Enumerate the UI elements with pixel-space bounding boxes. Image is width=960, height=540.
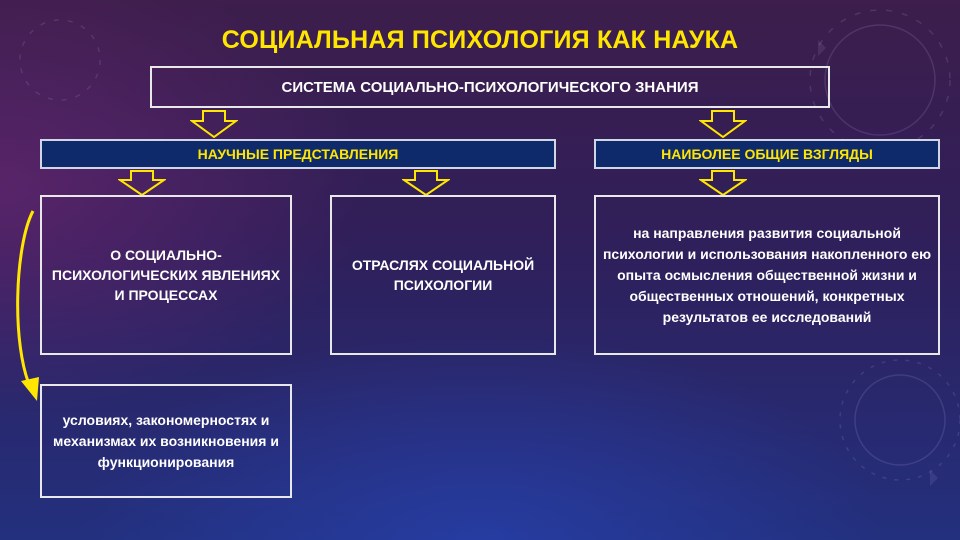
conditions-box: условиях, закономерностях и механизмах их возникновения и функционирования [40,384,292,498]
down-arrow-icon [118,170,166,196]
page-title: СОЦИАЛЬНАЯ ПСИХОЛОГИЯ КАК НАУКА [221,26,739,54]
down-arrow-icon [699,170,747,196]
branches-box: ОТРАСЛЯХ СОЦИАЛЬНОЙ ПСИХОЛОГИИ [330,195,556,355]
curved-arrow-icon [7,205,47,405]
directions-box: на направления развития социальной психологии и использования накопленного ею опыта осмысления общественной жизни и общественных отношений, конкретных результатов ее исследований [594,195,940,355]
down-arrow-icon [402,170,450,196]
down-arrow-icon [190,110,238,138]
scientific-views-band: НАУЧНЫЕ ПРЕДСТАВЛЕНИЯ [40,139,556,169]
phenomena-box: О СОЦИАЛЬНО-ПСИХОЛОГИЧЕСКИХ ЯВЛЕНИЯХ И ПРОЦЕССАХ [40,195,292,355]
general-views-band: НАИБОЛЕЕ ОБЩИЕ ВЗГЛЯДЫ [594,139,940,169]
system-box: СИСТЕМА СОЦИАЛЬНО-ПСИХОЛОГИЧЕСКОГО ЗНАНИЯ [150,66,830,108]
down-arrow-icon [699,110,747,138]
